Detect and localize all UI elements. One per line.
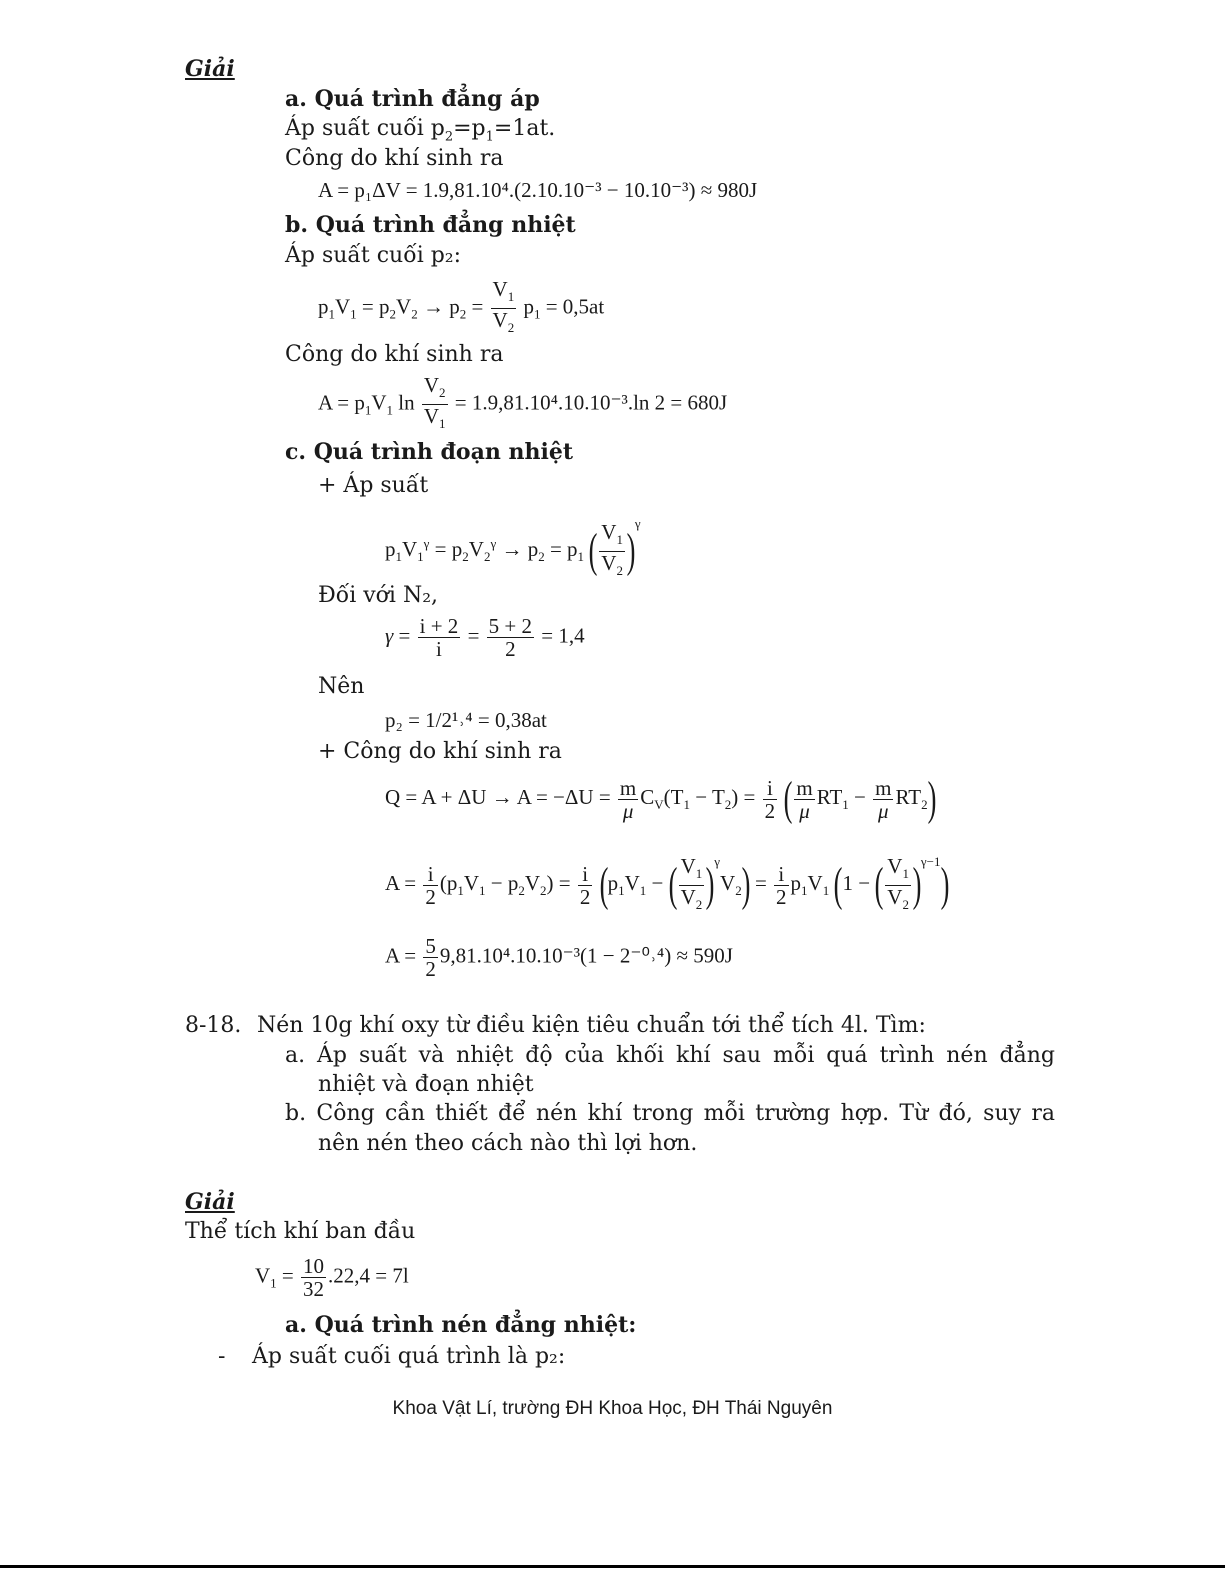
problem-part-a-line2: nhiệt và đoạn nhiệt — [318, 1072, 534, 1097]
part-c-title: c. Quá trình đoạn nhiệt — [285, 439, 574, 465]
problem-part-b-line2: nên nén theo cách nào thì lợi hơn. — [318, 1131, 698, 1156]
part-b-line1: Áp suất cuối p₂: — [285, 243, 462, 268]
problem-part-b-line1: b. Công cần thiết để nén khí trong mỗi trường hợp. Từ đó, suy ra — [285, 1101, 1055, 1126]
part-c-n2: Đối với N₂, — [318, 583, 439, 608]
equation-c-final: A = $\frac{5}{2}$ 9,81.10⁴.10.10⁻³(1 − 2⁻⁰˒⁴) ≈ 590J — [385, 934, 733, 981]
equation-c-adiabatic: $p_1V_1^\gamma = p_2V_2^\gamma \to p_2 = p_1$ ( $\frac{V_1}{V_2}$ )$^\gamma$ — [385, 516, 641, 578]
problem-statement: Nén 10g khí oxy từ điều kiện tiêu chuẩn tới thể tích 4l. Tìm: — [257, 1013, 926, 1038]
part-a-line2: Công do khí sinh ra — [285, 146, 504, 171]
problem-number: 8-18. — [185, 1013, 242, 1038]
section2-bullet-text: Áp suất cuối quá trình là p₂: — [252, 1344, 566, 1369]
part-c-work-label: + Công do khí sinh ra — [318, 739, 562, 764]
part-c-pressure-label: + Áp suất — [318, 473, 429, 498]
bottom-rule — [0, 1565, 1225, 1568]
part-c-nen: Nên — [318, 674, 365, 699]
b-pressure-result: 0,5at — [562, 294, 605, 319]
part-a-line1: Áp suất cuối $p_2=p_1=1at$. — [285, 116, 556, 145]
part-a-title: a. Quá trình đẳng áp — [285, 86, 540, 112]
equation-c-a-expansion: A = $\frac{i}{2}$ $(p_1V_1 - p_2V_2)$ = $\frac{i}{2}$ ($p_1V_1$ − ( $\frac{V_1}{V_2}$ )$^\gamma V_2$) = $\frac{i}{2}$ $p_1V_1$ (1 − ( $\frac{V_1}{V_2}$ )$^{\gamma-1}$) — [385, 853, 949, 912]
page-footer: Khoa Vật Lí, trường ĐH Khoa Học, ĐH Thái Nguyên — [392, 1398, 833, 1419]
equation-b-pressure: $p_1V_1 = p_2V_2 \to p_2$ = $\frac{V_1}{V_2}$ $p_1 = 0,5at$ — [318, 277, 605, 336]
bullet-dash: - — [218, 1344, 226, 1369]
section2-line1: Thể tích khí ban đầu — [185, 1219, 416, 1244]
equation-c-gamma: γ = $\frac{i + 2}{i}$ = $\frac{5 + 2}{2}$ = 1,4 — [385, 614, 585, 661]
part-b-line2: Công do khí sinh ra — [285, 342, 504, 367]
equation-initial-volume: $V_1$ = $\frac{10}{32}$ .22,4 = 7l — [255, 1254, 409, 1301]
equation-b-work: $A = p_1V_1$ ln $\frac{V_2}{V_1}$ = 1.9,81.10⁴.10.10⁻³.ln 2 = 680J — [318, 373, 728, 432]
part-b-title: b. Quá trình đẳng nhiệt — [285, 212, 576, 238]
section1-heading: Giải — [185, 56, 235, 82]
section2-part-a-title: a. Quá trình nén đẳng nhiệt: — [285, 1312, 637, 1338]
equation-c-p2: p₂ = 1/2¹˒⁴ = 0,38at — [385, 708, 547, 732]
problem-part-a-line1: a. Áp suất và nhiệt độ của khối khí sau mỗi quá trình nén đẳng — [285, 1043, 1055, 1068]
equation-a-work: A = p₁ΔV = 1.9,81.10⁴.(2.10.10⁻³ − 10.10⁻³) ≈ 980J — [318, 178, 758, 202]
section2-heading: Giải — [185, 1189, 235, 1215]
equation-c-q: Q = A + ΔU → A = −ΔU = $\frac{m}{\mu}$ $C_V(T_1 - T_2)$ = $\frac{i}{2}$ ( $\frac{m}{\mu}$ $RT_1$ − $\frac{m}{\mu}$ $RT_2$) — [385, 772, 936, 825]
